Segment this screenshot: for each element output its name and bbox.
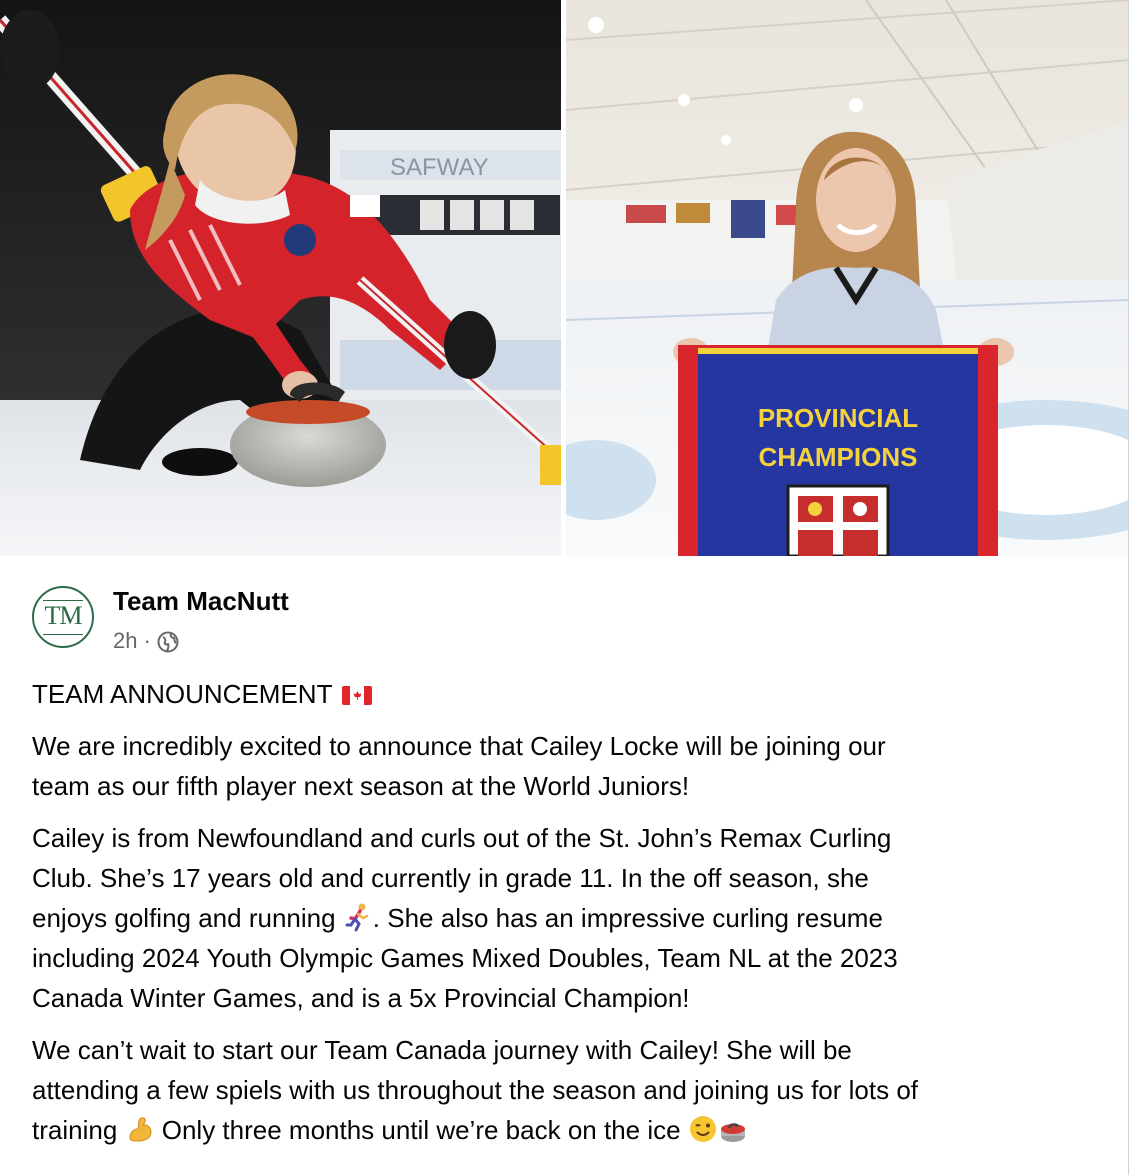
paragraph-announcement xyxy=(32,674,1107,714)
post-timestamp[interactable]: 2h xyxy=(113,628,138,653)
paragraph-bio xyxy=(32,818,1107,1018)
avatar[interactable] xyxy=(32,586,94,648)
paragraph-intro xyxy=(32,726,1107,806)
text-line: including 2024 Youth Olympic Games Mixed Doubles, Team NL at the 2023 xyxy=(32,943,898,973)
post-meta xyxy=(113,628,179,654)
text-line: Canada Winter Games, and is a 5x Provincial Champion! xyxy=(32,983,690,1013)
announcement-title: TEAM ANNOUNCEMENT xyxy=(32,679,333,709)
curler-delivery-illustration xyxy=(0,0,561,556)
photo-provincial-champions[interactable] xyxy=(566,0,1129,556)
text-line: We can’t wait to start our Team Canada journey with Cailey! She will be xyxy=(32,1035,852,1065)
board-sponsor-text: SAFWAY xyxy=(390,154,489,181)
avatar-rule-bottom xyxy=(43,634,83,635)
banner-text-line1: PROVINCIAL xyxy=(757,403,919,433)
running-emoji-icon xyxy=(343,902,373,932)
author-name[interactable]: Team MacNutt xyxy=(113,586,289,616)
post-body xyxy=(32,674,1107,1162)
text-fragment: training xyxy=(32,1115,118,1145)
provincial-champions-illustration xyxy=(566,0,1129,556)
text-line: attending a few spiels with us throughout the season and joining us for lots of xyxy=(32,1075,919,1105)
text-fragment: enjoys golfing and running xyxy=(32,903,336,933)
photo-grid xyxy=(0,0,1129,556)
winking-face-emoji-icon xyxy=(688,1114,718,1144)
flexed-biceps-emoji-icon xyxy=(125,1114,155,1144)
text-line: Club. She’s 17 years old and currently in grade 11. In the off season, she xyxy=(32,863,869,893)
text-fragment: . She also has an impressive curling resume xyxy=(372,903,883,933)
photo-curler-delivery[interactable] xyxy=(0,0,561,556)
text-fragment: Only three months until we’re back on the ice xyxy=(161,1115,681,1145)
post-header xyxy=(32,584,632,656)
canada-flag-icon xyxy=(342,686,372,705)
meta-separator: · xyxy=(143,628,151,653)
avatar-monogram: TM xyxy=(44,601,82,630)
text-line: team as our fifth player next season at the World Juniors! xyxy=(32,771,690,801)
banner-text-line2: CHAMPIONS xyxy=(758,442,918,472)
globe-icon[interactable] xyxy=(157,631,179,653)
text-line: We are incredibly excited to announce that Cailey Locke will be joining our xyxy=(32,731,886,761)
paragraph-closing xyxy=(32,1030,1107,1150)
text-line: Cailey is from Newfoundland and curls out of the St. John’s Remax Curling xyxy=(32,823,892,853)
curling-stone-emoji-icon xyxy=(718,1114,748,1144)
